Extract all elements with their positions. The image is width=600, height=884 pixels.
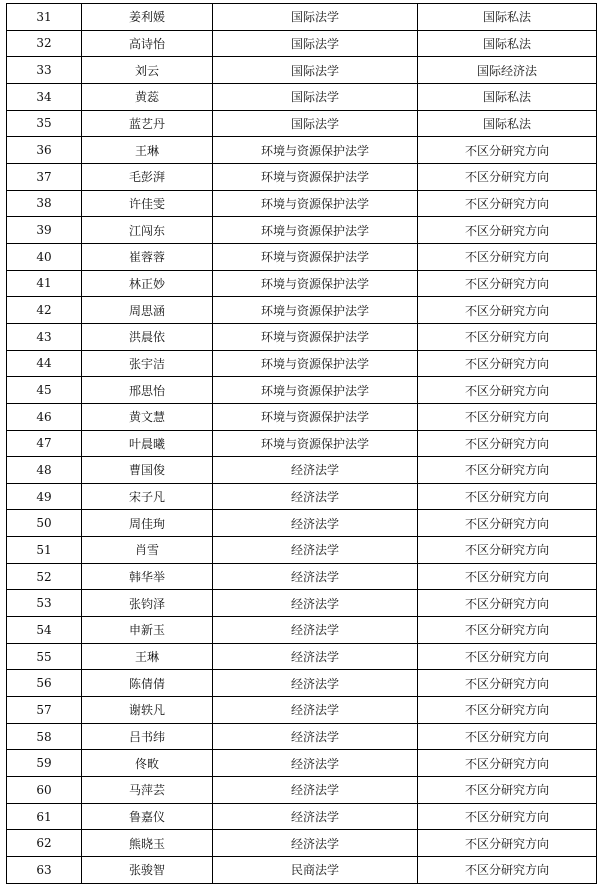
student-name-cell: 许佳雯 (82, 190, 213, 217)
student-name-cell: 周思涵 (82, 297, 213, 324)
major-cell: 经济法学 (213, 697, 418, 724)
serial-number-cell: 59 (7, 750, 82, 777)
research-direction-cell: 不区分研究方向 (418, 483, 597, 510)
student-name-cell: 张钧泽 (82, 590, 213, 617)
major-cell: 经济法学 (213, 830, 418, 857)
table-row (7, 377, 597, 404)
major-cell: 环境与资源保护法学 (213, 323, 418, 350)
research-direction-cell: 不区分研究方向 (418, 377, 597, 404)
major-cell: 经济法学 (213, 510, 418, 537)
research-direction-cell: 不区分研究方向 (418, 137, 597, 164)
student-name-cell: 周佳珣 (82, 510, 213, 537)
table-row (7, 297, 597, 324)
research-direction-cell: 不区分研究方向 (418, 537, 597, 564)
serial-number-cell: 37 (7, 163, 82, 190)
serial-number-cell: 36 (7, 137, 82, 164)
major-cell: 环境与资源保护法学 (213, 137, 418, 164)
serial-number-cell: 60 (7, 777, 82, 804)
table-row (7, 190, 597, 217)
student-name-cell: 江闯东 (82, 217, 213, 244)
major-cell: 经济法学 (213, 457, 418, 484)
research-direction-cell: 国际私法 (418, 4, 597, 31)
table-row (7, 57, 597, 84)
major-cell: 环境与资源保护法学 (213, 297, 418, 324)
table-row (7, 590, 597, 617)
student-name-cell: 宋子凡 (82, 483, 213, 510)
student-name-cell: 马萍芸 (82, 777, 213, 804)
research-direction-cell: 不区分研究方向 (418, 510, 597, 537)
student-name-cell: 张宇洁 (82, 350, 213, 377)
admission-list-table (6, 3, 597, 884)
serial-number-cell: 45 (7, 377, 82, 404)
research-direction-cell: 不区分研究方向 (418, 243, 597, 270)
serial-number-cell: 33 (7, 57, 82, 84)
research-direction-cell: 不区分研究方向 (418, 697, 597, 724)
research-direction-cell: 不区分研究方向 (418, 430, 597, 457)
student-name-cell: 叶晨曦 (82, 430, 213, 457)
research-direction-cell: 国际私法 (418, 83, 597, 110)
table-row (7, 563, 597, 590)
student-name-cell: 蓝艺丹 (82, 110, 213, 137)
research-direction-cell: 不区分研究方向 (418, 670, 597, 697)
table-row (7, 323, 597, 350)
research-direction-cell: 不区分研究方向 (418, 723, 597, 750)
table-row (7, 537, 597, 564)
table-row (7, 457, 597, 484)
major-cell: 国际法学 (213, 57, 418, 84)
major-cell: 环境与资源保护法学 (213, 270, 418, 297)
major-cell: 环境与资源保护法学 (213, 430, 418, 457)
research-direction-cell: 不区分研究方向 (418, 163, 597, 190)
serial-number-cell: 38 (7, 190, 82, 217)
serial-number-cell: 35 (7, 110, 82, 137)
serial-number-cell: 61 (7, 803, 82, 830)
student-name-cell: 张骏智 (82, 857, 213, 884)
table-row (7, 163, 597, 190)
student-name-cell: 熊晓玉 (82, 830, 213, 857)
table-body (7, 4, 597, 884)
table-row (7, 243, 597, 270)
serial-number-cell: 50 (7, 510, 82, 537)
research-direction-cell: 不区分研究方向 (418, 403, 597, 430)
table-row (7, 4, 597, 31)
student-name-cell: 鲁嘉仪 (82, 803, 213, 830)
research-direction-cell: 不区分研究方向 (418, 803, 597, 830)
research-direction-cell: 不区分研究方向 (418, 643, 597, 670)
serial-number-cell: 49 (7, 483, 82, 510)
major-cell: 经济法学 (213, 617, 418, 644)
research-direction-cell: 国际私法 (418, 110, 597, 137)
research-direction-cell: 不区分研究方向 (418, 563, 597, 590)
serial-number-cell: 62 (7, 830, 82, 857)
table-row (7, 137, 597, 164)
major-cell: 环境与资源保护法学 (213, 243, 418, 270)
research-direction-cell: 不区分研究方向 (418, 777, 597, 804)
research-direction-cell: 国际经济法 (418, 57, 597, 84)
student-name-cell: 黄蕊 (82, 83, 213, 110)
table-row (7, 750, 597, 777)
table-row (7, 350, 597, 377)
research-direction-cell: 不区分研究方向 (418, 830, 597, 857)
serial-number-cell: 47 (7, 430, 82, 457)
major-cell: 国际法学 (213, 83, 418, 110)
research-direction-cell: 不区分研究方向 (418, 190, 597, 217)
major-cell: 环境与资源保护法学 (213, 190, 418, 217)
table-row (7, 830, 597, 857)
student-name-cell: 佟畋 (82, 750, 213, 777)
student-name-cell: 洪晨依 (82, 323, 213, 350)
serial-number-cell: 31 (7, 4, 82, 31)
serial-number-cell: 55 (7, 643, 82, 670)
table-row (7, 723, 597, 750)
student-name-cell: 高诗怡 (82, 30, 213, 57)
student-name-cell: 韩华举 (82, 563, 213, 590)
student-name-cell: 申新玉 (82, 617, 213, 644)
serial-number-cell: 42 (7, 297, 82, 324)
student-name-cell: 毛彭湃 (82, 163, 213, 190)
serial-number-cell: 48 (7, 457, 82, 484)
table-row (7, 30, 597, 57)
major-cell: 国际法学 (213, 4, 418, 31)
major-cell: 环境与资源保护法学 (213, 350, 418, 377)
major-cell: 环境与资源保护法学 (213, 217, 418, 244)
serial-number-cell: 58 (7, 723, 82, 750)
serial-number-cell: 40 (7, 243, 82, 270)
major-cell: 经济法学 (213, 670, 418, 697)
table-row (7, 110, 597, 137)
serial-number-cell: 52 (7, 563, 82, 590)
student-name-cell: 吕书纬 (82, 723, 213, 750)
table-row (7, 857, 597, 884)
student-name-cell: 姜利媛 (82, 4, 213, 31)
serial-number-cell: 44 (7, 350, 82, 377)
research-direction-cell: 不区分研究方向 (418, 323, 597, 350)
major-cell: 经济法学 (213, 803, 418, 830)
serial-number-cell: 46 (7, 403, 82, 430)
major-cell: 经济法学 (213, 563, 418, 590)
major-cell: 经济法学 (213, 537, 418, 564)
research-direction-cell: 不区分研究方向 (418, 457, 597, 484)
serial-number-cell: 34 (7, 83, 82, 110)
student-name-cell: 陈倩倩 (82, 670, 213, 697)
major-cell: 民商法学 (213, 857, 418, 884)
research-direction-cell: 不区分研究方向 (418, 270, 597, 297)
research-direction-cell: 不区分研究方向 (418, 590, 597, 617)
major-cell: 国际法学 (213, 30, 418, 57)
table-row (7, 777, 597, 804)
student-name-cell: 崔蓉蓉 (82, 243, 213, 270)
research-direction-cell: 国际私法 (418, 30, 597, 57)
student-name-cell: 肖雪 (82, 537, 213, 564)
student-name-cell: 曹国俊 (82, 457, 213, 484)
serial-number-cell: 54 (7, 617, 82, 644)
major-cell: 环境与资源保护法学 (213, 163, 418, 190)
major-cell: 经济法学 (213, 777, 418, 804)
table-row (7, 217, 597, 244)
student-name-cell: 林正妙 (82, 270, 213, 297)
major-cell: 经济法学 (213, 590, 418, 617)
major-cell: 经济法学 (213, 750, 418, 777)
student-name-cell: 刘云 (82, 57, 213, 84)
table-row (7, 483, 597, 510)
table-row (7, 670, 597, 697)
research-direction-cell: 不区分研究方向 (418, 350, 597, 377)
research-direction-cell: 不区分研究方向 (418, 750, 597, 777)
research-direction-cell: 不区分研究方向 (418, 297, 597, 324)
table-row (7, 803, 597, 830)
serial-number-cell: 53 (7, 590, 82, 617)
student-name-cell: 谢轶凡 (82, 697, 213, 724)
serial-number-cell: 56 (7, 670, 82, 697)
table-row (7, 617, 597, 644)
table-row (7, 270, 597, 297)
student-name-cell: 王琳 (82, 643, 213, 670)
serial-number-cell: 43 (7, 323, 82, 350)
serial-number-cell: 57 (7, 697, 82, 724)
research-direction-cell: 不区分研究方向 (418, 857, 597, 884)
serial-number-cell: 39 (7, 217, 82, 244)
admission-list-table-wrapper (6, 3, 596, 884)
major-cell: 经济法学 (213, 643, 418, 670)
major-cell: 国际法学 (213, 110, 418, 137)
table-row (7, 510, 597, 537)
table-row (7, 697, 597, 724)
research-direction-cell: 不区分研究方向 (418, 617, 597, 644)
research-direction-cell: 不区分研究方向 (418, 217, 597, 244)
major-cell: 经济法学 (213, 723, 418, 750)
student-name-cell: 黄文慧 (82, 403, 213, 430)
table-row (7, 83, 597, 110)
student-name-cell: 邢思怡 (82, 377, 213, 404)
table-row (7, 643, 597, 670)
major-cell: 经济法学 (213, 483, 418, 510)
table-row (7, 403, 597, 430)
student-name-cell: 王琳 (82, 137, 213, 164)
table-row (7, 430, 597, 457)
major-cell: 环境与资源保护法学 (213, 377, 418, 404)
serial-number-cell: 41 (7, 270, 82, 297)
serial-number-cell: 51 (7, 537, 82, 564)
major-cell: 环境与资源保护法学 (213, 403, 418, 430)
serial-number-cell: 32 (7, 30, 82, 57)
serial-number-cell: 63 (7, 857, 82, 884)
